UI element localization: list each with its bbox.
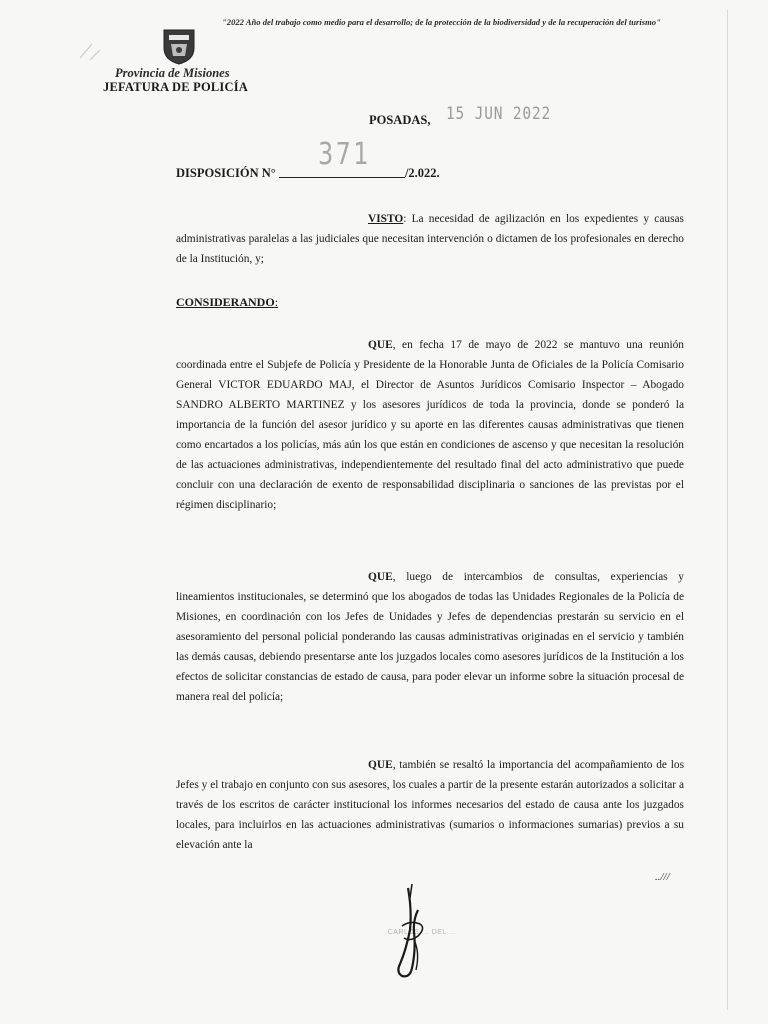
considerando-heading: CONSIDERANDO: bbox=[176, 295, 279, 309]
que-lead: QUE bbox=[368, 339, 393, 351]
page-edge-line bbox=[727, 10, 728, 1010]
visto-label: VISTO bbox=[368, 213, 404, 225]
office-name: JEFATURA DE POLICÍA bbox=[103, 80, 249, 94]
police-crest-icon bbox=[156, 26, 202, 66]
disposition-number: 371 bbox=[318, 137, 372, 172]
disposition-number-blank bbox=[279, 165, 405, 178]
disposition-year: /2.022. bbox=[404, 166, 440, 180]
visto-text: : La necesidad de agilización en los expedientes y causas administrativas paralelas a las judiciales que necesitan intervención o dictamen de los profesionales en derecho de la Institución, y; bbox=[176, 213, 684, 265]
signature-stamp: CARLOS ... DEL ... bbox=[387, 929, 457, 936]
scan-artifact-icon bbox=[70, 30, 110, 70]
province-name: Provincia de Misiones bbox=[115, 66, 230, 80]
disposition-label: DISPOSICIÓN N° bbox=[176, 166, 276, 180]
que-paragraph-1 bbox=[176, 335, 684, 515]
que-lead: QUE bbox=[368, 571, 393, 583]
paragraph-text: , también se resaltó la importancia del acompañamiento de los Jefes y el trabajo en conjunto con sus asesores, los cuales a partir de la presente estarán autorizados a solicitar a través de los escritos de carácter institucional los informes necesarios del estado de causa ante los juzgados locales, para incluirlos en las actuaciones administrativas (sumarios o informaciones sumarias) previos a su elevación ante la bbox=[176, 759, 684, 851]
handwritten-signature-icon bbox=[340, 880, 500, 990]
disposition-line bbox=[176, 165, 440, 181]
que-paragraph-3 bbox=[176, 755, 684, 855]
que-paragraph-2 bbox=[176, 567, 684, 707]
paragraph-text: , en fecha 17 de mayo de 2022 se mantuvo una reunión coordinada entre el Subjefe de Policía y Presidente de la Honorable Junta de Oficiales de la Policía Comisario General VICTOR EDUARDO MAJ, el Director de Asuntos Jurídicos Comisario Inspector – Abogado SANDRO ALBERTO MARTINEZ y los asesores jurídicos de toda la provincia, donde se ponderó la importancia de la función del asesor jurídico y su aporte en las diferentes causas administrativas que tienen como encartados a los policías, más aún los que están en condiciones de ascenso y que necesitan la resolución de las actuaciones administrativas, independientemente del resultado final del acto administrativo que puede concluir con una declaración de exento de responsabilidad disciplinaria o sanciones de las previstas por el régimen disciplinario; bbox=[176, 339, 684, 511]
date-stamp: 15 JUN 2022 bbox=[446, 104, 552, 124]
place-label: POSADAS, bbox=[369, 113, 431, 127]
paragraph-text: , luego de intercambios de consultas, experiencias y lineamientos institucionales, se determinó que los abogados de todas las Unidades Regionales de la Policía de Misiones, en coordinación con los Jefes de Unidades y Jefes de dependencias prestarán su servicio en el asesoramiento del personal policial ponderando las causas administrativas originadas en el servicio y también las demás causas, debiendo presentarse ante los juzgados locales como asesores jurídicos de la Institución a los efectos de solicitar constancias de estado de causa, para poder elevar un informe sobre la situación procesal de manera real del policía; bbox=[176, 571, 684, 703]
visto-paragraph bbox=[176, 209, 684, 269]
year-motto: "2022 Año del trabajo como medio para el desarrollo; de la protección de la biodiversidad y de la recuperación del turismo" bbox=[222, 17, 661, 27]
continuation-mark: ../// bbox=[655, 871, 670, 883]
que-lead: QUE bbox=[368, 759, 393, 771]
